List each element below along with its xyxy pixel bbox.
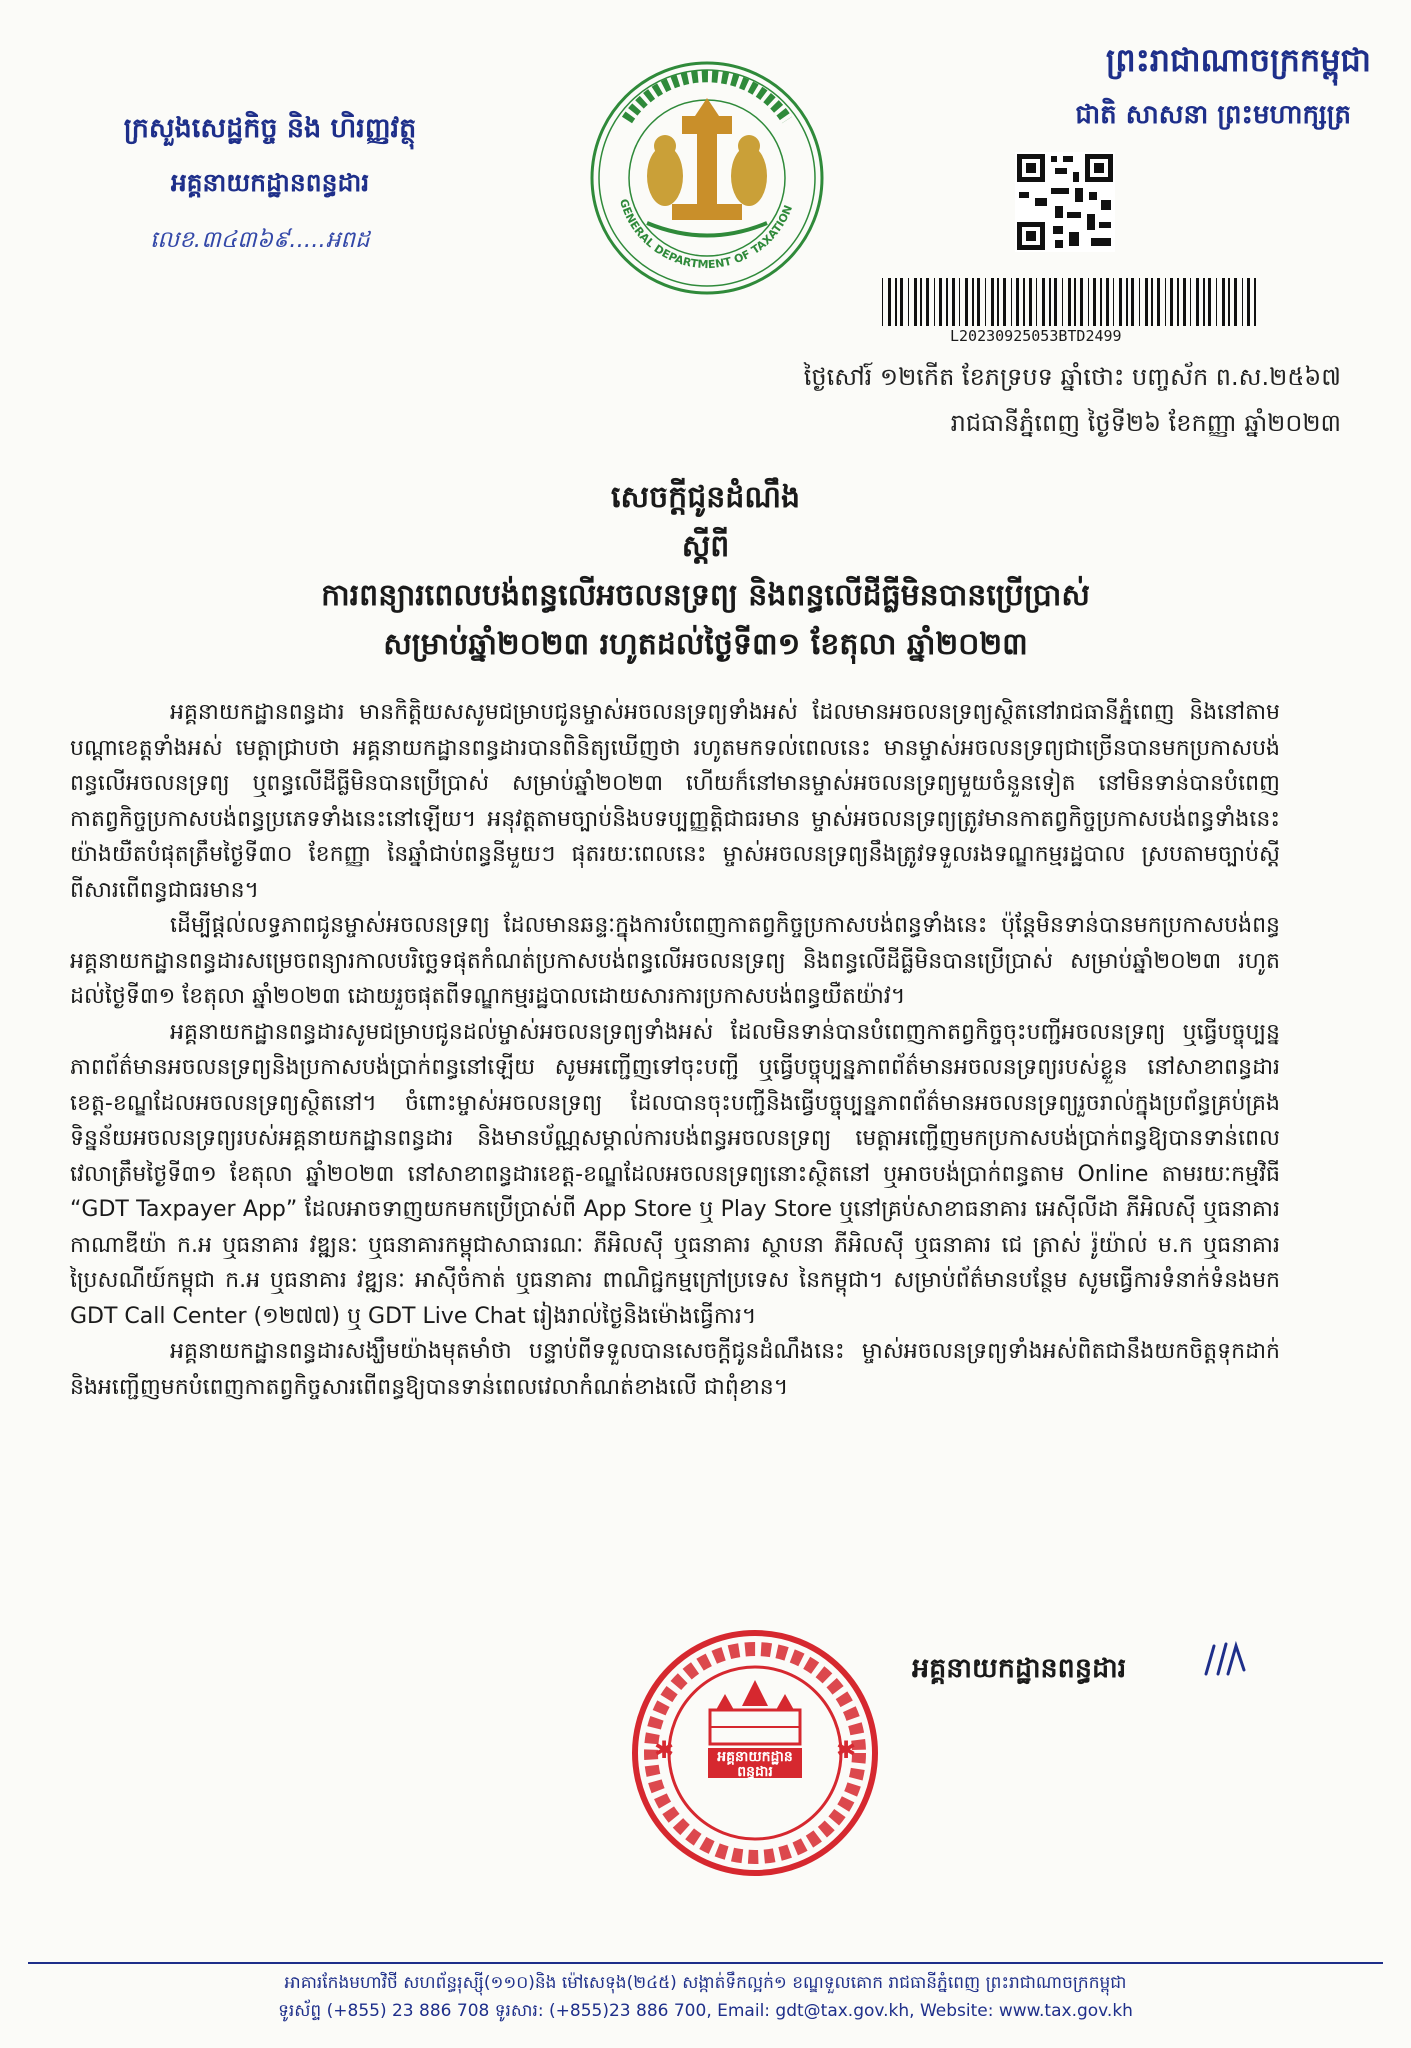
barcode — [880, 278, 1260, 326]
notice-title: សេចក្តីជូនដំណឹង — [611, 480, 800, 515]
paragraph-1: អគ្គនាយកដ្ឋានពន្ធដារ មានកិត្តិយសសូមជម្រាបជូនម្ចាស់អចលនទ្រព្យទាំងអស់ ដែលមានអចលនទ្រព្យស្ថិតនៅរាជធានីភ្នំពេញ និងនៅតាមបណ្តាខេត្តទាំងអស់ មេត្តាជ្រាបថា អគ្គនាយកដ្ឋានពន្ធដារបានពិនិត្យឃើញថា រហូតមកទល់ពេលនេះ មានម្ចាស់អចលនទ្រព្យជាច្រើនបានមកប្រកាសបង់ពន្ធលើអចលនទ្រព្យ ឬពន្ធលើដីធ្លីមិនបានប្រើប្រាស់ សម្រាប់ឆ្នាំ២០២៣ ហើយក៏នៅមានម្ចាស់អចលនទ្រព្យមួយចំនួនទៀត នៅមិនទាន់បានបំពេញកាតព្វកិច្ចប្រកាសបង់ពន្ធប្រភេទទាំងនេះនៅឡើយ។ អនុវត្តតាមច្បាប់និងបទប្បញ្ញត្តិជាធរមាន ម្ចាស់អចលនទ្រព្យត្រូវមានកាតព្វកិច្ចប្រកាសបង់ពន្ធទាំងនេះយ៉ាងយឺតបំផុតត្រឹមថ្ងៃទី៣០ ខែកញ្ញា នៃឆ្នាំជាប់ពន្ធនីមួយៗ ផុតរយៈពេលនេះ ម្ចាស់អចលនទ្រព្យនឹងត្រូវទទួលរងទណ្ឌកម្មរដ្ឋបាល ស្របតាមច្បាប់ស្តីពីសារពើពន្ធជាធរមាន។ — [70, 700, 1280, 903]
department-name: អគ្គនាយកដ្ឋានពន្ធដារ — [170, 168, 370, 197]
stamp-text: អគ្គនាយកដ្ឋាន ពន្ធដារ — [717, 1749, 793, 1780]
paragraph-3: អគ្គនាយកដ្ឋានពន្ធដារសូមជម្រាបជូនដល់ម្ចាស់អចលនទ្រព្យទាំងអស់ ដែលមិនទាន់បានបំពេញកាតព្វកិច្ចចុះបញ្ជីអចលនទ្រព្យ ឬធ្វើបច្ចុប្បន្នភាពព័ត៌មានអចលនទ្រព្យនិងប្រកាសបង់ប្រាក់ពន្ធនៅឡើយ សូមអញ្ជើញទៅចុះបញ្ជី ឬធ្វើបច្ចុប្បន្នភាពព័ត៌មានអចលនទ្រព្យរបស់ខ្លួន នៅសាខាពន្ធដារខេត្ត-ខណ្ឌដែលអចលនទ្រព្យស្ថិតនៅ។ ចំពោះម្ចាស់អចលនទ្រព្យ ដែលបានចុះបញ្ជីនិងធ្វើបច្ចុប្បន្នភាពព័ត៌មានអចលនទ្រព្យរួចរាល់ក្នុងប្រព័ន្ធគ្រប់គ្រងទិន្នន័យអចលនទ្រព្យរបស់អគ្គនាយកដ្ឋានពន្ធដារ និងមានប័ណ្ណសម្គាល់ការបង់ពន្ធអចលនទ្រព្យ មេត្តាអញ្ជើញមកប្រកាសបង់ប្រាក់ពន្ធឱ្យបានទាន់ពេលវេលាត្រឹមថ្ងៃទី៣១ ខែតុលា ឆ្នាំ២០២៣ នៅសាខាពន្ធដារខេត្ត-ខណ្ឌដែលអចលនទ្រព្យនោះស្ថិតនៅ ឬអាចបង់ប្រាក់ពន្ធតាម Online តាមរយៈកម្មវិធី “GDT Taxpayer App” ដែលអាចទាញយកមកប្រើប្រាស់ពី App Store ឬ Play Store ឬនៅគ្រប់សាខាធនាគារ អេស៊ីលីដា ភីអិលស៊ី ឬធនាគារ កាណាឌីយ៉ា ក.អ ឬធនាគារ វឌ្ឍនៈ ឬធនាគារកម្ពុជាសាធារណៈ ភីអិលស៊ី ឬធនាគារ ស្ថាបនា ភីអិលស៊ី ឬធនាគារ ជេ ត្រាស់ រ៉ូយ៉ាល់ ម.ក ឬធនាគារ ប្រៃសណីយ៍កម្ពុជា ក.អ ឬធនាគារ វឌ្ឍនៈ អាស៊ីចំកាត់ ឬធនាគារ ពាណិជ្ជកម្មក្រៅប្រទេស នៃកម្ពុជា។ សម្រាប់ព័ត៌មានបន្ថែម សូមធ្វើការទំនាក់ទំនងមក GDT Call Center (១២៧៧) ឬ GDT Live Chat រៀងរាល់ថ្ងៃនិងម៉ោងធ្វើការ។ — [70, 1019, 1280, 1329]
qr-code — [1015, 152, 1115, 252]
gdt-seal — [587, 58, 827, 298]
reference-number: លេខ.៣៤៣៦៩.....អពដ — [150, 227, 370, 253]
gdt-seal-icon — [587, 58, 827, 298]
footer-address: អាគារកែងមហាវិថី សហព័ន្ធរុស្ស៊ី(១១០)និង ម៉ៅសេទុង(២៤៥) សង្កាត់ទឹកល្អក់១ ខណ្ឌទួលគោក រាជធានីភ្នំពេញ ព្រះរាជាណាចក្រកម្ពុជា — [284, 1973, 1127, 1993]
notice-subject: ការពន្យារពេលបង់ពន្ធលើអចលនទ្រព្យ និងពន្ធលើដីធ្លីមិនបានប្រើប្រាស់ — [321, 578, 1090, 613]
ministry-name: ក្រសួងសេដ្ឋកិច្ច និង ហិរញ្ញវត្ថុ — [123, 113, 417, 144]
notice-body — [70, 695, 1280, 1405]
qr-code-icon — [1015, 152, 1115, 252]
seal-text: GENERAL DEPARTMENT OF TAXATION — [616, 197, 796, 272]
paragraph-2: ដើម្បីផ្តល់លទ្ធភាពជូនម្ចាស់អចលនទ្រព្យ ដែលមានឆន្ទៈក្នុងការបំពេញកាតព្វកិច្ចប្រកាសបង់ពន្ធទាំងនេះ ប៉ុន្តែមិនទាន់បានមកប្រកាសបង់ពន្ធ អគ្គនាយកដ្ឋានពន្ធដារសម្រេចពន្យារកាលបរិច្ឆេទផុតកំណត់ប្រកាសបង់ពន្ធលើអចលនទ្រព្យ និងពន្ធលើដីធ្លីមិនបានប្រើប្រាស់ សម្រាប់ឆ្នាំ២០២៣ រហូតដល់ថ្ងៃទី៣១ ខែតុលា ឆ្នាំ២០២៣ ដោយរួចផុតពីទណ្ឌកម្មរដ្ឋបាលដោយសារការប្រកាសបង់ពន្ធយឺតយ៉ាវ។ — [70, 913, 1280, 1009]
notice-subject-label: ស្តីពី — [681, 529, 730, 564]
barcode-text: L20230925053BTD2499 — [950, 327, 1122, 345]
notice-subject-period: សម្រាប់ឆ្នាំ២០២៣ រហូតដល់ថ្ងៃទី៣១ ខែតុលា ឆ្នាំ២០២៣ — [383, 627, 1028, 662]
national-motto: ជាតិ សាសនា ព្រះមហាក្សត្រ — [1075, 100, 1351, 130]
signature-icon — [1200, 1640, 1250, 1680]
date-solar: រាជធានីភ្នំពេញ ថ្ងៃទី២៦ ខែកញ្ញា ឆ្នាំ២០២៣ — [950, 409, 1341, 437]
date-lunar: ថ្ងៃសៅរ៍ ១២កើត ខែភទ្របទ ឆ្នាំថោះ បញ្ចស័ក ព.ស.២៥៦៧ — [803, 363, 1341, 391]
paragraph-4: អគ្គនាយកដ្ឋានពន្ធដារសង្ឃឹមយ៉ាងមុតមាំថា បន្ទាប់ពីទទួលបានសេចក្តីជូនដំណឹងនេះ ម្ចាស់អចលនទ្រព្យទាំងអស់ពិតជានឹងយកចិត្តទុកដាក់ និងអញ្ជើញមកបំពេញកាតព្វកិច្ចសារពើពន្ធឱ្យបានទាន់ពេលវេលាកំណត់ខាងលើ ជាពុំខាន។ — [70, 1339, 1280, 1400]
kingdom-name: ព្រះរាជាណាចក្រកម្ពុជា — [1105, 41, 1371, 79]
svg-text:✱: ✱ — [836, 1736, 857, 1764]
barcode-icon — [880, 278, 1260, 326]
signature-mark — [1200, 1640, 1250, 1684]
svg-text:✱: ✱ — [654, 1736, 675, 1764]
signatory-title: អគ្គនាយកដ្ឋានពន្ធដារ — [912, 1653, 1127, 1684]
footer-divider — [28, 1962, 1383, 1964]
footer-contact: ទូរស័ព្ទ (+855) 23 886 708 ទូរសារ: (+855)23 886 700, Email: gdt@tax.gov.kh, Website: www.tax.gov.kh — [278, 2001, 1133, 2021]
